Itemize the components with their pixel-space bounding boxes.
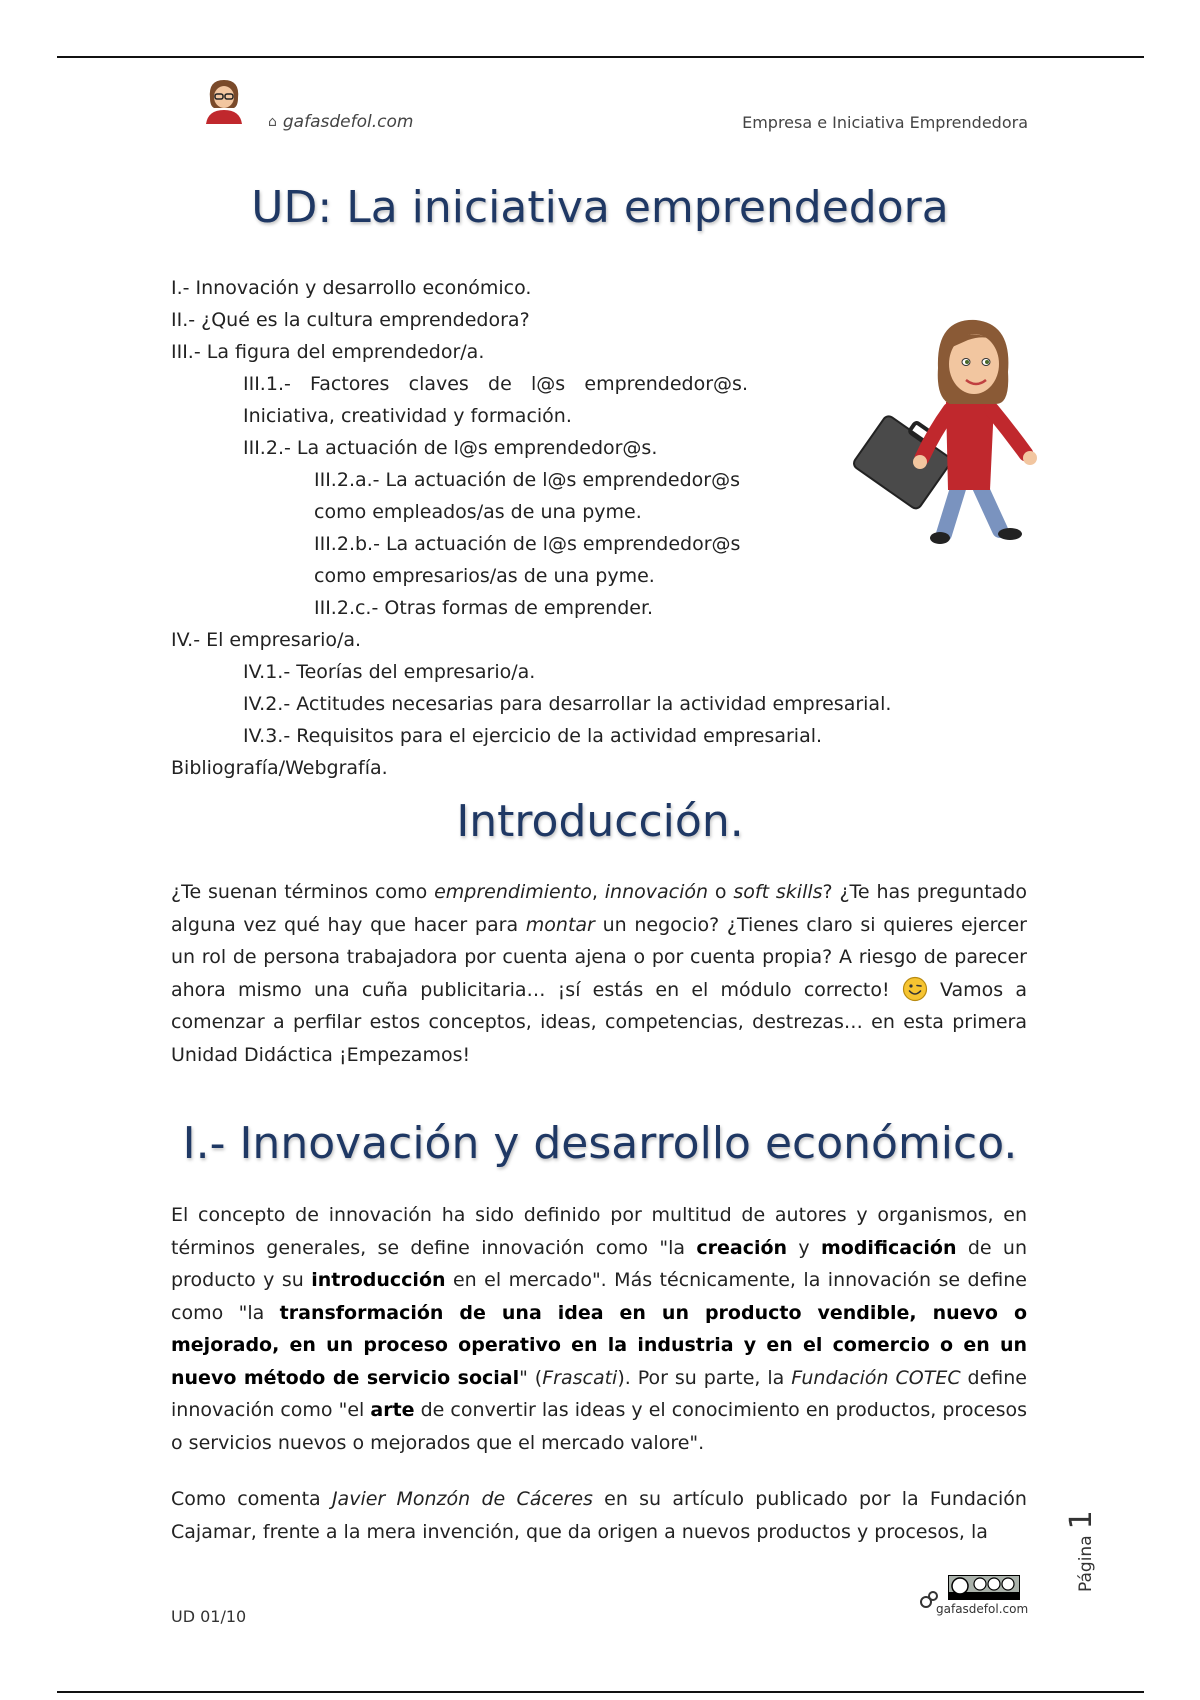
header-subject: Empresa e Iniciativa Emprendedora bbox=[742, 113, 1028, 132]
section-heading: I.- Innovación y desarrollo económico. bbox=[182, 1118, 1018, 1169]
text-run: El concepto de innovación ha sido definido por multitud de autores y organismos, en términos generales, se define innovación como "la bbox=[171, 1204, 1027, 1259]
toc-item: III.- La figura del emprendedor/a. bbox=[171, 341, 485, 363]
toc-item: IV.3.- Requisitos para el ejercicio de la actividad empresarial. bbox=[243, 725, 823, 747]
text-run: de convertir las ideas y el conocimiento en productos, procesos o servicios nuevos o mejorados que el mercado valore". bbox=[171, 1399, 1027, 1454]
text-run: soft skills bbox=[733, 881, 823, 903]
toc-item: III.2.a.- La actuación de l@s emprendedor@s bbox=[314, 469, 741, 491]
text-run: ¿Te suenan términos como bbox=[171, 881, 435, 903]
text-run: " ( bbox=[519, 1366, 543, 1389]
toc-item: III.2.b.- La actuación de l@s emprendedor@s bbox=[314, 533, 741, 555]
toc-item: III.2.- La actuación de l@s emprendedor@s. bbox=[243, 437, 658, 459]
toc-item: IV.- El empresario/a. bbox=[171, 629, 362, 651]
page-label: Página bbox=[1076, 1535, 1096, 1592]
text-run: modificación bbox=[820, 1236, 957, 1259]
toc-item: IV.2.- Actitudes necesarias para desarrollar la actividad empresarial. bbox=[243, 693, 892, 715]
section-paragraph bbox=[171, 1199, 1027, 1459]
toc-item: I.- Innovación y desarrollo económico. bbox=[171, 277, 532, 299]
walking-businesswoman-illustration bbox=[840, 312, 1065, 552]
intro-heading: Introducción. bbox=[456, 796, 744, 847]
text-run: , bbox=[591, 881, 605, 903]
toc-item: III.2.c.- Otras formas de emprender. bbox=[314, 597, 654, 619]
toc-item-cont: Iniciativa, creatividad y formación. bbox=[243, 405, 572, 427]
smiley-icon bbox=[902, 976, 928, 1002]
text-run: creación bbox=[696, 1236, 788, 1259]
intro-paragraph bbox=[171, 876, 1027, 1071]
text-run: o bbox=[708, 881, 734, 903]
text-run: ? ¿Te has preguntado alguna vez qué hay que hacer para bbox=[171, 881, 1027, 936]
bottom-rule bbox=[57, 1691, 1144, 1693]
author-avatar-icon bbox=[200, 76, 248, 124]
text-run: Vamos a comenzar a perfilar estos conceptos, ideas, competencias, destrezas… en esta primera Unidad Didáctica ¡Empezamos! bbox=[171, 978, 1027, 1066]
header-site-text: gafasdefol.com bbox=[282, 112, 414, 132]
footer-site: gafasdefol.com bbox=[936, 1602, 1029, 1616]
footer-license bbox=[918, 1575, 1028, 1619]
section-paragraph bbox=[171, 1483, 1027, 1548]
page-number-value: 1 bbox=[1064, 1510, 1099, 1530]
toc-item: Bibliografía/Webgrafía. bbox=[171, 757, 388, 779]
text-run: define innovación como "el bbox=[171, 1366, 1027, 1421]
text-run: innovación bbox=[604, 881, 709, 903]
text-run: de un producto y su bbox=[171, 1236, 1027, 1291]
text-run: transformación de una idea en un producto vendible, nuevo o mejorado, en un proceso operativo en la industria y en el comercio o en un nuevo método de servicio social bbox=[171, 1301, 1027, 1389]
text-run: en su artículo publicado por la Fundación Cajamar, frente a la mera invención, que da origen a nuevos productos y procesos, la bbox=[171, 1488, 1027, 1543]
home-icon: ⌂ bbox=[268, 114, 277, 130]
text-run: Fundación COTEC bbox=[791, 1366, 961, 1389]
text-run: introducción bbox=[311, 1269, 446, 1291]
toc-item: III.1.- Factores claves de l@s emprendedor@s. bbox=[243, 373, 748, 395]
toc-item: II.- ¿Qué es la cultura emprendedora? bbox=[171, 309, 530, 331]
text-run: y bbox=[787, 1236, 821, 1259]
text-run: Frascati bbox=[542, 1366, 618, 1389]
text-run: Como comenta bbox=[171, 1488, 332, 1510]
text-run: montar bbox=[525, 913, 595, 936]
text-run: ). Por su parte, la bbox=[617, 1366, 792, 1389]
text-run: Javier Monzón de Cáceres bbox=[331, 1488, 593, 1510]
toc-item: IV.1.- Teorías del empresario/a. bbox=[243, 661, 536, 683]
text-run: un negocio? ¿Tienes claro si quieres ejercer un rol de persona trabajadora por cuenta ajena o por cuenta propia? A riesgo de parecer ahora mismo una cuña publicitaria… ¡sí estás en el módulo correcto! bbox=[171, 913, 1027, 1001]
page-title: UD: La iniciativa emprendedora bbox=[251, 182, 949, 233]
page-number bbox=[1064, 1452, 1104, 1592]
top-rule bbox=[57, 56, 1144, 58]
footer-unit: UD 01/10 bbox=[171, 1607, 247, 1626]
text-run: en el mercado". Más técnicamente, la innovación se define como "la bbox=[171, 1269, 1027, 1324]
text-run: emprendimiento bbox=[434, 881, 592, 903]
toc-item-cont: como empresarios/as de una pyme. bbox=[314, 565, 655, 587]
toc-item-cont: como empleados/as de una pyme. bbox=[314, 501, 642, 523]
creative-commons-badge-icon bbox=[948, 1575, 1020, 1600]
text-run: arte bbox=[370, 1399, 415, 1421]
header-site bbox=[268, 112, 413, 132]
table-of-contents bbox=[171, 272, 892, 784]
